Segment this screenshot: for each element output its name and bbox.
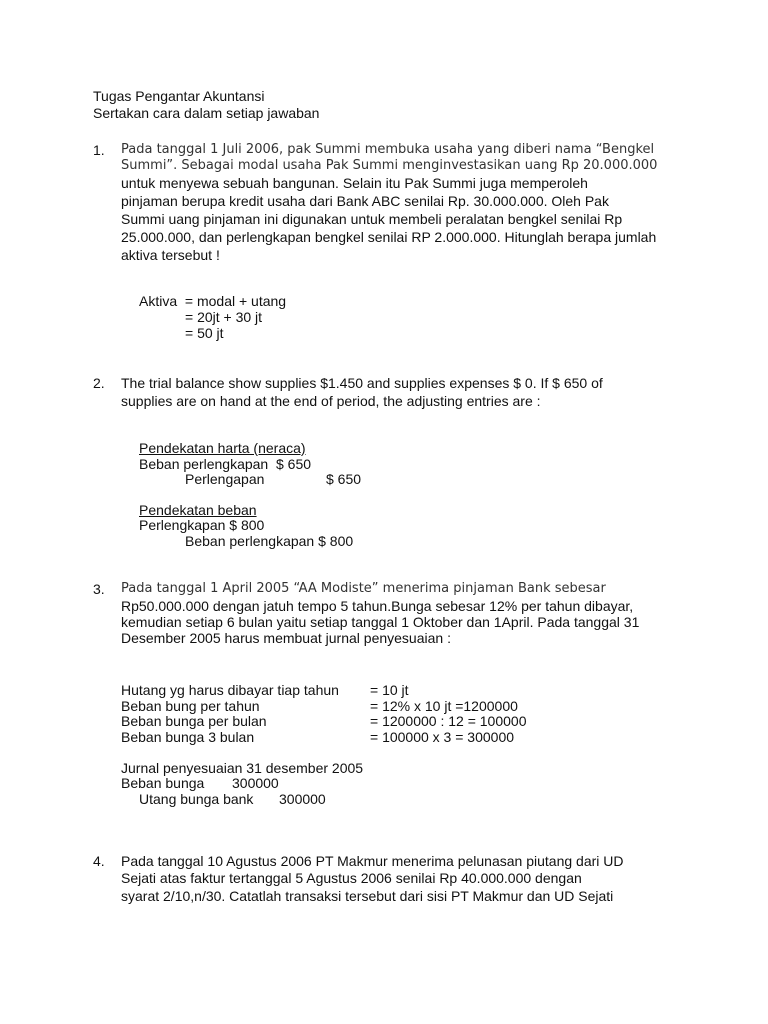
question-2-heading: Pendekatan beban [139, 502, 257, 518]
question-3-line: Rp50.000.000 dengan jatuh tempo 5 tahun.Bunga sebesar 12% per tahun dibayar, [121, 598, 634, 614]
question-2-heading: Pendekatan harta (neraca) [139, 440, 306, 456]
journal-debit-name: Beban bunga [121, 775, 205, 791]
calc-value: = 10 jt [370, 682, 409, 698]
question-1-answer: Aktiva = modal + utang [139, 293, 287, 309]
question-1-number: 1. [93, 142, 105, 158]
journal-debit-amount: 300000 [232, 775, 279, 791]
question-2-entry-credit-amount: $ 650 [326, 471, 362, 487]
document-title: Tugas Pengantar Akuntansi [93, 88, 265, 104]
question-1-line: aktiva tersebut ! [121, 247, 220, 263]
question-4-number: 4. [93, 853, 105, 869]
calc-value: = 12% x 10 jt =1200000 [370, 698, 518, 714]
calc-label: Beban bunga per bulan [121, 713, 267, 729]
calc-label: Beban bunga 3 bulan [121, 729, 255, 745]
question-2-entry-credit: Beban perlengkapan $ 800 [185, 533, 354, 549]
calc-label: Hutang yg harus dibayar tiap tahun [121, 682, 339, 698]
question-1-line: Summi uang pinjaman ini digunakan untuk membeli peralatan bengkel senilai Rp [121, 211, 623, 227]
question-2-entry-debit: Beban perlengkapan $ 650 [139, 456, 312, 472]
question-4-line: Sejati atas faktur tertanggal 5 Agustus 2006 senilai Rp 40.000.000 dengan [121, 870, 582, 886]
journal-title: Jurnal penyesuaian 31 desember 2005 [121, 760, 364, 776]
question-1-line: 25.000.000, dan perlengkapan bengkel senilai RP 2.000.000. Hitunglah berapa jumlah [121, 229, 657, 245]
question-2-line: supplies are on hand at the end of period, the adjusting entries are : [121, 393, 541, 409]
question-1-answer: = 50 jt [185, 325, 224, 341]
question-1-line: Pada tanggal 1 Juli 2006, pak Summi membuka usaha yang diberi nama “Bengkel [121, 142, 655, 157]
question-4-line: Pada tanggal 10 Agustus 2006 PT Makmur menerima pelunasan piutang dari UD [121, 853, 624, 869]
question-3-line: Desember 2005 harus membuat jurnal penyesuaian : [121, 630, 451, 646]
question-1-answer: = 20jt + 30 jt [185, 309, 263, 325]
question-3-number: 3. [93, 581, 105, 597]
question-1-line: Summi”. Sebagai modal usaha Pak Summi menginvestasikan uang Rp 20.000.000 [121, 158, 658, 173]
question-1-line: untuk menyewa sebuah bangunan. Selain itu Pak Summi juga memperoleh [121, 175, 588, 191]
question-2-entry-credit-name: Perlengapan [185, 471, 265, 487]
calc-value: = 100000 x 3 = 300000 [370, 729, 515, 745]
calc-label: Beban bung per tahun [121, 698, 260, 714]
question-3-line: kemudian setiap 6 bulan yaitu setiap tanggal 1 Oktober dan 1April. Pada tanggal 31 [121, 614, 640, 630]
document-subtitle: Sertakan cara dalam setiap jawaban [93, 105, 320, 121]
journal-credit-amount: 300000 [279, 791, 326, 807]
question-3-line: Pada tanggal 1 April 2005 “AA Modiste” menerima pinjaman Bank sebesar [121, 581, 606, 596]
question-2-number: 2. [93, 375, 105, 391]
question-1-line: pinjaman berupa kredit usaha dari Bank ABC senilai Rp. 30.000.000. Oleh Pak [121, 193, 609, 209]
calc-value: = 1200000 : 12 = 100000 [370, 713, 527, 729]
question-2-entry-debit: Perlengkapan $ 800 [139, 517, 265, 533]
question-2-line: The trial balance show supplies $1.450 and supplies expenses $ 0. If $ 650 of [121, 375, 603, 391]
question-4-line: syarat 2/10,n/30. Catatlah transaksi tersebut dari sisi PT Makmur dan UD Sejati [121, 888, 614, 904]
journal-credit-name: Utang bunga bank [139, 791, 254, 807]
